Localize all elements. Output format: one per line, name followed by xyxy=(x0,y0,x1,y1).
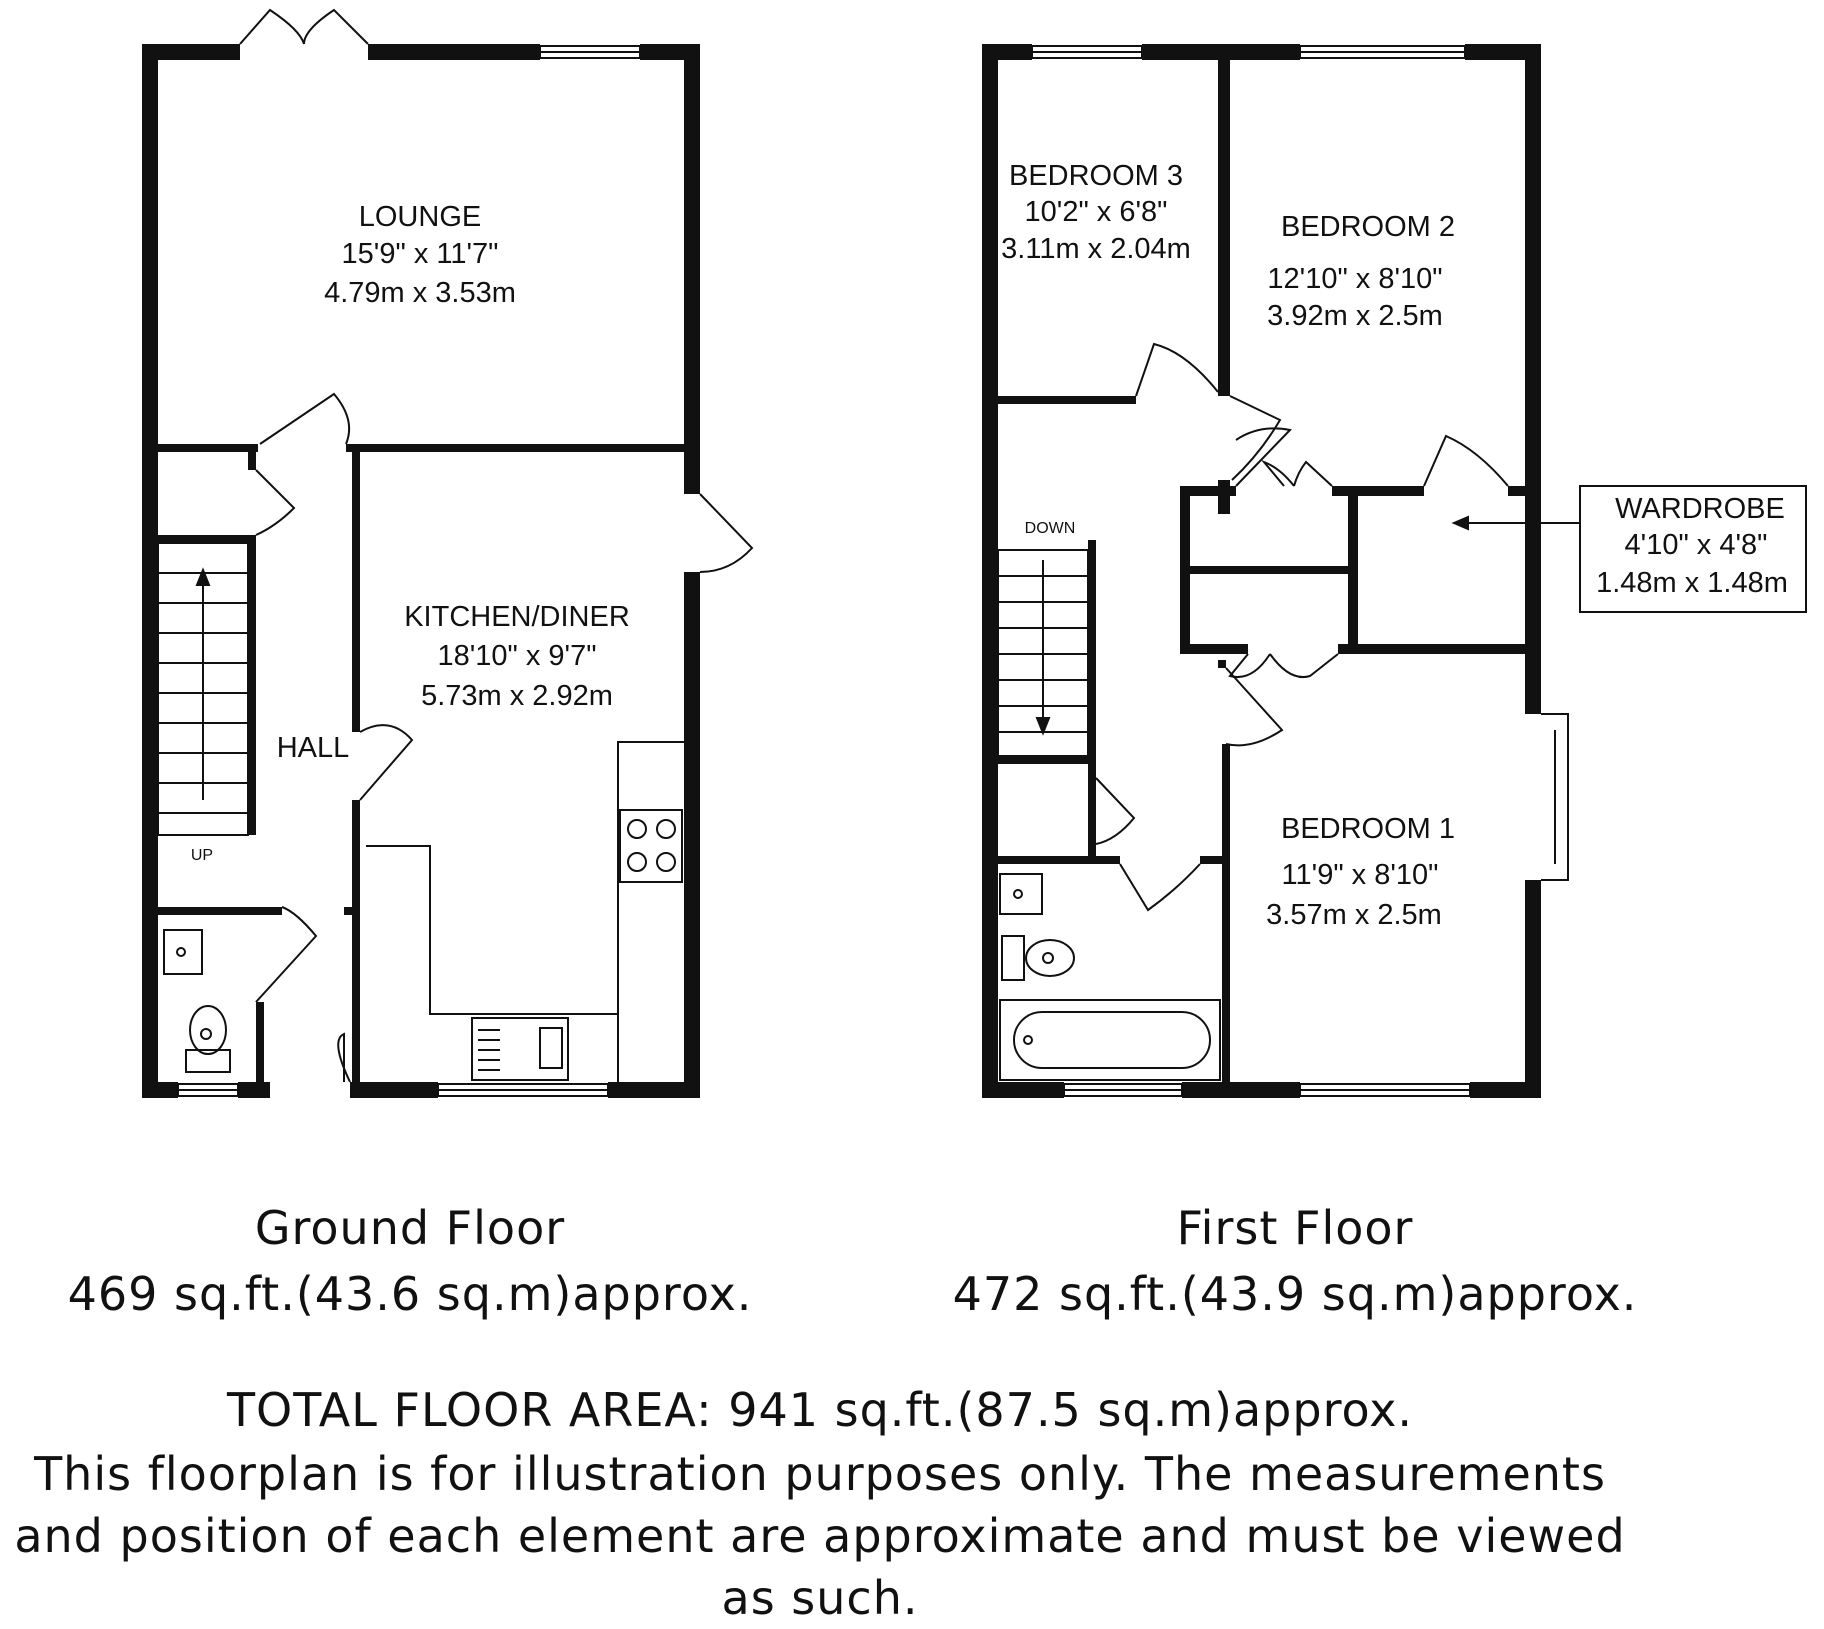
hall-name: HALL xyxy=(276,732,350,764)
kitchen-imperial: 18'10" x 9'7" xyxy=(437,640,597,672)
bedroom2-metric: 3.92m x 2.5m xyxy=(1267,300,1443,332)
ground-floor-wc-fixtures xyxy=(164,930,230,1072)
first-floor-stairs xyxy=(998,550,1088,756)
bedroom1-name: BEDROOM 1 xyxy=(1280,813,1456,845)
wardrobe-name: WARDROBE xyxy=(1615,493,1785,525)
disclaimer-line: and position of each element are approximate and must be viewed xyxy=(14,1509,1626,1563)
bedroom3-metric: 3.11m x 2.04m xyxy=(1001,233,1191,265)
lounge-metric: 4.79m x 3.53m xyxy=(324,277,516,309)
wardrobe-imperial: 4'10" x 4'8" xyxy=(1624,529,1768,561)
ground-floor-interior-walls xyxy=(158,444,692,1082)
stairs-down-label: DOWN xyxy=(1024,520,1076,537)
bedroom2-name: BEDROOM 2 xyxy=(1280,211,1456,243)
wardrobe-metric: 1.48m x 1.48m xyxy=(1596,567,1788,599)
bedroom1-metric: 3.57m x 2.5m xyxy=(1266,899,1442,931)
kitchen-counters xyxy=(366,742,684,1082)
kitchen-name: KITCHEN/DINER xyxy=(404,601,630,633)
lounge-imperial: 15'9" x 11'7" xyxy=(341,238,499,270)
first-floor-plan xyxy=(982,44,1806,1098)
disclaimer-line: as such. xyxy=(721,1571,919,1625)
bedroom1-imperial: 11'9" x 8'10" xyxy=(1281,859,1439,891)
bedroom3-name: BEDROOM 3 xyxy=(1008,160,1184,192)
first-floor-caption xyxy=(900,1195,1690,1327)
ground-floor-stairs xyxy=(158,543,248,835)
lounge-name: LOUNGE xyxy=(358,201,482,233)
first-floor-labels xyxy=(1001,160,1788,931)
ground-floor-labels xyxy=(191,201,630,864)
disclaimer xyxy=(0,1443,1640,1629)
kitchen-metric: 5.73m x 2.92m xyxy=(421,680,613,712)
first-floor-title: First Floor xyxy=(1176,1201,1414,1255)
ground-floor-plan xyxy=(142,10,752,1098)
ground-floor-title: Ground Floor xyxy=(254,1201,566,1255)
first-floor-area: 472 sq.ft.(43.9 sq.m)approx. xyxy=(952,1267,1638,1321)
ground-floor-area: 469 sq.ft.(43.6 sq.m)approx. xyxy=(67,1267,753,1321)
bedroom3-imperial: 10'2" x 6'8" xyxy=(1024,196,1168,228)
bedroom2-imperial: 12'10" x 8'10" xyxy=(1267,263,1443,295)
total-floor-area: TOTAL FLOOR AREA: 941 sq.ft.(87.5 sq.m)approx. xyxy=(226,1383,1414,1437)
stairs-up-label: UP xyxy=(190,847,214,864)
bathroom-fixtures xyxy=(1000,874,1220,1080)
disclaimer-line: This floorplan is for illustration purposes only. The measurements xyxy=(34,1447,1606,1501)
ground-floor-doors xyxy=(240,10,752,1082)
ground-floor-caption xyxy=(30,1195,790,1327)
